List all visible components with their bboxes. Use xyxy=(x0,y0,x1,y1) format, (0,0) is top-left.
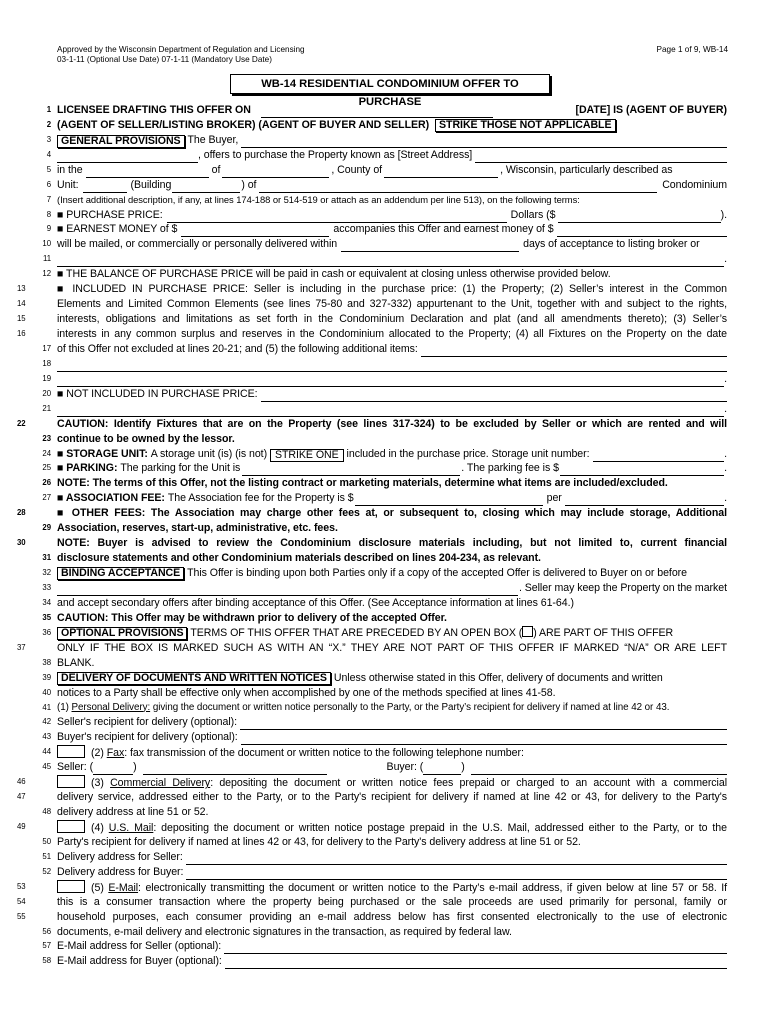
line-text: ■ OTHER FEES: The Association may charge other fees at, or subsequent to, closing which may include storage, Additional xyxy=(57,507,727,520)
line-number: 35 xyxy=(42,612,51,622)
line-number: 31 xyxy=(42,553,51,563)
line-text: U.S. Mail xyxy=(108,822,154,834)
form-line xyxy=(42,581,727,596)
line-number: 6 xyxy=(46,179,51,189)
line-text: Association, reserves, start-up, administrative, etc. fees. xyxy=(57,522,338,535)
line-text: Fax xyxy=(106,747,125,760)
line-number: 41 xyxy=(42,702,51,712)
line-text: The Buyer, xyxy=(187,133,239,146)
line-text: The parking for the Unit is xyxy=(120,462,241,475)
line-number: 22 xyxy=(17,418,26,428)
line-number: 51 xyxy=(42,851,51,861)
line-number: 9 xyxy=(46,224,51,234)
parking-field[interactable] xyxy=(242,464,460,476)
line-number: 32 xyxy=(42,568,51,578)
line-text: NOTE: Buyer is advised to review the Condominium disclosure materials including, but not limited to, current financial xyxy=(57,537,727,550)
line-text: TERMS OF THIS OFFER THAT ARE PRECEDED BY AN OPEN BOX ( xyxy=(190,626,523,639)
street-address-field[interactable] xyxy=(475,151,727,163)
line-number: 38 xyxy=(42,657,51,667)
line-text: ■ STORAGE UNIT: xyxy=(57,447,148,460)
line-number: 52 xyxy=(42,866,51,876)
line-text: per xyxy=(546,492,562,505)
line-number: 33 xyxy=(42,582,51,592)
line-text: Unit: xyxy=(57,178,79,191)
approval-text: Approved by the Wisconsin Department of Regulation and Licensing xyxy=(57,45,305,54)
form-line xyxy=(42,835,727,850)
form-line xyxy=(17,506,727,521)
line-text: [DATE] IS (AGENT OF BUYER) xyxy=(575,103,727,116)
line-text: A storage unit (is) (is not) xyxy=(150,447,268,460)
municipality-field[interactable] xyxy=(222,166,329,178)
line-text: ONLY IF THE BOX IS MARKED SUCH AS WITH AN “X.” THEY ARE NOT PART OF THIS OFFER IF MARKED “N/A” OR ARE LEFT xyxy=(57,641,727,654)
line-text: ■ INCLUDED IN PURCHASE PRICE: Seller is including in the purchase price: (1) the Property; (2) Seller’s interest in the Common xyxy=(57,283,727,296)
line-text: (1) xyxy=(57,701,69,713)
seller-recipient-field[interactable] xyxy=(240,718,727,730)
form-line xyxy=(42,491,727,506)
line-number: 40 xyxy=(42,687,51,697)
line-text: notices to a Party shall be effective only when accomplished by one of the methods specified at lines 41-58. xyxy=(57,686,556,699)
line-number: 10 xyxy=(42,239,51,249)
form-line xyxy=(17,282,727,297)
form-line xyxy=(42,566,727,581)
form-line xyxy=(42,701,727,716)
line-text: The Association fee for the Property is $ xyxy=(167,492,354,505)
county-field[interactable] xyxy=(384,166,498,178)
additional-items-field[interactable] xyxy=(421,345,727,357)
line-text: ) xyxy=(133,761,137,774)
section-heading-delivery: DELIVERY OF DOCUMENTS AND WRITTEN NOTICES xyxy=(57,672,331,685)
form-line xyxy=(17,327,727,342)
line-text: (5) xyxy=(91,881,104,894)
line-number: 25 xyxy=(42,463,51,473)
form-line xyxy=(42,596,727,611)
additional-items-field-cont[interactable] xyxy=(57,375,724,387)
buyer-recipient-field[interactable] xyxy=(241,733,727,745)
purchase-price-words-field[interactable] xyxy=(167,211,507,223)
line-text: delivery address at line 51 or 52. xyxy=(57,806,209,819)
condominium-name-field[interactable] xyxy=(259,181,657,193)
additional-earnest-money-field[interactable] xyxy=(557,225,727,237)
form-line xyxy=(46,148,727,163)
page-indicator: Page 1 of 9, WB-14 xyxy=(656,45,728,54)
line-text: interests, obligations and limitations as set forth in the Condominium Declaration and plat (and all amendments thereto); (3) Seller’s xyxy=(57,313,727,326)
line-text: of xyxy=(211,163,221,176)
line-number: 55 xyxy=(17,911,26,921)
line-text: Buyer: ( xyxy=(386,761,424,774)
association-fee-period-field[interactable] xyxy=(565,494,724,506)
line-number: 30 xyxy=(17,538,26,548)
form-line xyxy=(17,820,727,835)
line-text: in the xyxy=(57,163,83,176)
form-line xyxy=(46,163,727,178)
line-text: LICENSEE DRAFTING THIS OFFER ON xyxy=(57,103,251,116)
line-text: . xyxy=(724,492,727,505)
form-line xyxy=(42,237,727,252)
line-text: of this Offer not excluded at lines 20-21; and (5) the following additional items: xyxy=(57,342,418,355)
line-text: giving the document or written notice personally to the Party, or the Party’s recipient for delivery if named at line 42 or 43. xyxy=(152,701,670,713)
line-number: 20 xyxy=(42,388,51,398)
line-text: Dollars ($ xyxy=(510,208,556,221)
line-number: 11 xyxy=(43,254,51,264)
line-number: 43 xyxy=(42,732,51,742)
line-text: . xyxy=(724,402,727,415)
form-line xyxy=(42,850,727,865)
line-text: (Building xyxy=(130,178,172,191)
form-line xyxy=(42,715,727,730)
form-line xyxy=(17,895,727,910)
line-number: 24 xyxy=(42,448,51,458)
line-text: documents, e-mail delivery and electronic signatures in the transaction, as required by federal law. xyxy=(57,925,512,938)
line-text: Delivery address for Seller: xyxy=(57,850,183,863)
line-text: Personal Delivery: xyxy=(71,701,151,713)
line-text: . xyxy=(724,447,727,460)
form-line xyxy=(42,626,727,641)
form-line xyxy=(17,536,727,551)
line-text: delivery service, addressed either to the Party, or to the Party's recipient for delivery if named at line 42 or 43, for delivery to the Party's xyxy=(57,791,727,804)
buyer-fax-area-code[interactable] xyxy=(423,763,461,775)
buyer-name-field-cont[interactable] xyxy=(57,151,198,163)
form-line xyxy=(46,208,727,223)
line-text: Seller's recipient for delivery (optional): xyxy=(57,716,238,729)
line-number: 34 xyxy=(42,597,51,607)
form-line xyxy=(46,118,727,133)
line-number: 39 xyxy=(42,672,51,682)
us-mail-checkbox[interactable] xyxy=(57,820,85,833)
line-number: 18 xyxy=(42,358,51,368)
line-number: 28 xyxy=(17,508,26,518)
commercial-delivery-checkbox[interactable] xyxy=(57,775,85,788)
line-number: 36 xyxy=(42,627,51,637)
escrow-agent-field[interactable] xyxy=(57,255,724,267)
seller-fax-area-code[interactable] xyxy=(93,763,133,775)
building-field[interactable] xyxy=(172,181,240,193)
strike-instruction-box: STRIKE THOSE NOT APPLICABLE xyxy=(435,119,615,132)
form-body xyxy=(17,103,727,969)
line-text: Condominium xyxy=(662,178,727,191)
line-text: . The parking fee is $ xyxy=(461,462,559,475)
line-text: ■ PARKING: xyxy=(57,462,118,475)
line-number: 37 xyxy=(17,642,26,652)
form-line xyxy=(46,103,727,118)
line-text: , Wisconsin, particularly described as xyxy=(500,163,673,176)
line-number: 21 xyxy=(42,403,51,413)
line-number: 45 xyxy=(42,762,51,772)
line-text: NOTE: The terms of this Offer, not the listing contract or marketing materials, determine what items are included/excluded. xyxy=(57,477,668,490)
line-text: Party's recipient for delivery if named at lines 42 or 43, for delivery to the Party's delivery address at line 51 or 52. xyxy=(57,835,581,848)
seller-email-field[interactable] xyxy=(224,942,727,954)
line-number: 2 xyxy=(46,119,51,129)
line-text: and accept secondary offers after binding acceptance of this Offer. (See Acceptance information at lines 61-64.) xyxy=(57,596,574,609)
parking-fee-field[interactable] xyxy=(560,464,724,476)
line-text: : depositing the document or written notice fees prepaid or charged to an account with a commercial xyxy=(210,777,727,790)
use-dates: 03-1-11 (Optional Use Date) 07-1-11 (Mandatory Use Date) xyxy=(57,55,272,64)
line-text: household purposes, each consumer providing an e-mail address below has first consented electronically to the use of electronic xyxy=(57,910,727,923)
municipality-type-field[interactable] xyxy=(86,166,209,178)
line-text: days of acceptance to listing broker or xyxy=(523,238,700,251)
purchase-price-amount-field[interactable] xyxy=(558,211,720,223)
form-line xyxy=(42,611,727,626)
form-line xyxy=(42,476,727,491)
form-line xyxy=(17,417,727,432)
line-text: accompanies this Offer and earnest money of $ xyxy=(333,223,554,236)
open-box-icon xyxy=(522,626,533,637)
buyer-name-field[interactable] xyxy=(241,136,727,148)
line-text: will be mailed, or commercially or personally delivered within xyxy=(57,238,338,251)
seller-fax-field[interactable] xyxy=(143,763,327,775)
line-text: (3) xyxy=(91,777,104,790)
line-text: Commercial Delivery xyxy=(110,777,211,790)
line-number: 29 xyxy=(42,523,51,533)
line-number: 23 xyxy=(42,433,51,443)
line-number: 13 xyxy=(17,284,26,294)
form-line xyxy=(42,387,727,402)
strike-one-box: STRIKE ONE xyxy=(270,449,344,462)
line-text: (AGENT OF SELLER/LISTING BROKER) (AGENT OF BUYER AND SELLER) xyxy=(57,118,430,131)
form-line xyxy=(42,954,727,969)
line-number: 12 xyxy=(42,269,51,279)
form-line xyxy=(17,790,727,805)
line-text: ). xyxy=(720,208,727,221)
line-number: 47 xyxy=(17,792,26,802)
line-text: Unless otherwise stated in this Offer, delivery of documents and written xyxy=(333,671,663,684)
line-text: ) ARE PART OF THIS OFFER xyxy=(533,626,674,639)
days-field[interactable] xyxy=(341,240,519,252)
line-number: 49 xyxy=(17,822,26,831)
earnest-money-field[interactable] xyxy=(181,225,329,237)
form-header-left xyxy=(57,45,305,65)
email-checkbox[interactable] xyxy=(57,880,85,893)
seller-delivery-address-field[interactable] xyxy=(186,853,727,865)
form-line xyxy=(42,342,727,357)
form-line xyxy=(42,925,727,940)
form-line xyxy=(17,312,727,327)
line-number: 7 xyxy=(46,194,51,204)
form-line xyxy=(42,760,727,775)
line-number: 17 xyxy=(42,343,51,353)
line-number: 48 xyxy=(42,807,51,817)
form-title: WB-14 RESIDENTIAL CONDOMINIUM OFFER TO PURCHASE xyxy=(230,74,550,94)
section-heading-optional-provisions: OPTIONAL PROVISIONS xyxy=(57,627,187,640)
line-text: . xyxy=(724,462,727,475)
line-text: . xyxy=(724,372,727,385)
form-line xyxy=(17,775,727,790)
form-line xyxy=(42,686,727,701)
buyer-email-field[interactable] xyxy=(225,957,727,969)
line-text: E-Mail xyxy=(108,881,139,894)
form-line xyxy=(46,193,727,208)
form-line xyxy=(42,551,727,566)
line-text: , offers to purchase the Property known as [Street Address] xyxy=(198,148,473,161)
line-number: 1 xyxy=(46,104,51,114)
form-line xyxy=(42,357,727,372)
line-text: E-Mail address for Seller (optional): xyxy=(57,940,222,953)
line-text: : depositing the document or written notice postage prepaid in the U.S. Mail, addressed either to the Party, or to the xyxy=(153,822,727,834)
excluded-items-field-cont[interactable] xyxy=(57,405,724,417)
storage-unit-number-field[interactable] xyxy=(593,450,725,462)
fax-checkbox[interactable] xyxy=(57,745,85,758)
line-number: 54 xyxy=(17,896,26,906)
line-text: : fax transmission of the document or written notice to the following telephone number: xyxy=(124,747,524,760)
line-text: ) of xyxy=(241,178,257,191)
line-text: (4) xyxy=(91,822,104,834)
line-number: 26 xyxy=(42,478,51,488)
line-number: 19 xyxy=(42,373,51,383)
additional-items-field-cont[interactable] xyxy=(57,360,727,372)
form-line xyxy=(17,910,727,925)
form-line xyxy=(42,656,727,671)
form-line xyxy=(42,671,727,686)
line-text: disclosure statements and other Condominium materials described on lines 204-234, as relevant. xyxy=(57,552,541,565)
form-line xyxy=(42,402,727,417)
line-text: . Seller may keep the Property on the market xyxy=(518,581,727,594)
form-line xyxy=(42,745,727,760)
form-line xyxy=(42,462,727,477)
line-text: Seller: ( xyxy=(57,761,94,774)
line-number: 4 xyxy=(46,149,51,159)
line-text: (Insert additional description, if any, at lines 174-188 or 514-519 or attach as an addendum per line 513), on the following terms: xyxy=(57,193,580,205)
line-text: CAUTION: Identify Fixtures that are on the Property (see lines 317-324) to be excluded by Seller or which are rented and will xyxy=(57,417,727,430)
unit-field[interactable] xyxy=(83,181,127,193)
line-number: 16 xyxy=(17,329,26,339)
line-text: , County of xyxy=(331,163,383,176)
section-heading-general-provisions: GENERAL PROVISIONS xyxy=(57,135,185,148)
line-number: 46 xyxy=(17,777,26,787)
line-text: (2) xyxy=(91,747,104,760)
line-number: 42 xyxy=(42,717,51,727)
form-line xyxy=(42,372,727,387)
line-text: This Offer is binding upon both Parties only if a copy of the accepted Offer is delivered to Buyer on or before xyxy=(187,567,687,580)
line-number: 27 xyxy=(42,493,51,503)
line-text: this is a consumer transaction where the property being purchased or the sale proceeds are used primarily for personal, family or xyxy=(57,895,727,908)
buyer-delivery-address-field[interactable] xyxy=(186,868,727,880)
line-text: ■ NOT INCLUDED IN PURCHASE PRICE: xyxy=(57,387,258,400)
line-text: included in the purchase price. Storage unit number: xyxy=(346,447,590,460)
line-number: 15 xyxy=(17,314,26,324)
form-line xyxy=(42,805,727,820)
line-text: CAUTION: This Offer may be withdrawn prior to delivery of the accepted Offer. xyxy=(57,611,447,624)
form-line xyxy=(46,178,727,193)
line-text: E-Mail address for Buyer (optional): xyxy=(57,955,222,968)
line-text: ) xyxy=(461,761,465,774)
line-text: ■ ASSOCIATION FEE: xyxy=(57,492,165,505)
line-text: ■ EARNEST MONEY of $ xyxy=(57,223,178,236)
form-line xyxy=(42,267,727,282)
excluded-items-field[interactable] xyxy=(261,390,727,402)
line-text: Elements and Limited Common Elements (see lines 75-80 and 327-332) appurtenant to the Unit, together with and subject to the rights, xyxy=(57,298,727,311)
buyer-fax-field[interactable] xyxy=(471,763,727,775)
form-line xyxy=(46,133,727,148)
line-number: 53 xyxy=(17,881,26,891)
line-number: 57 xyxy=(42,941,51,951)
acceptance-deadline-field[interactable] xyxy=(57,584,518,596)
line-text: : electronically transmitting the document or written notice to the Party’s e-mail address, if given below at line 57 or 58. If xyxy=(138,881,727,894)
form-line xyxy=(17,880,727,895)
line-text: Delivery address for Buyer: xyxy=(57,865,184,878)
form-line xyxy=(42,521,727,536)
form-line xyxy=(42,432,727,447)
form-line xyxy=(42,865,727,880)
form-line xyxy=(42,940,727,955)
line-number: 5 xyxy=(46,164,51,174)
form-line xyxy=(17,297,727,312)
date-field[interactable] xyxy=(261,106,493,118)
form-line xyxy=(17,641,727,656)
line-number: 58 xyxy=(42,956,51,966)
form-line xyxy=(42,730,727,745)
line-number: 56 xyxy=(42,926,51,936)
line-text: continue to be owned by the lessor. xyxy=(57,432,235,445)
line-text: Buyer's recipient for delivery (optional): xyxy=(57,731,238,744)
line-number: 44 xyxy=(42,747,51,757)
form-line xyxy=(46,223,727,238)
line-text: ■ PURCHASE PRICE: xyxy=(57,208,163,221)
line-text: interests in any common surplus and reserves in the Condominium allocated to the Property; (4) all Fixtures on the Property on the date xyxy=(57,328,727,341)
line-text: . xyxy=(724,253,727,266)
line-number: 8 xyxy=(46,209,51,219)
line-text: ■ THE BALANCE OF PURCHASE PRICE will be paid in cash or equivalent at closing unless otherwise provided below. xyxy=(57,268,611,281)
form-line xyxy=(43,252,727,267)
line-text: BLANK. xyxy=(57,656,95,669)
line-number: 3 xyxy=(46,134,51,144)
line-number: 14 xyxy=(17,299,26,309)
form-line xyxy=(42,447,727,462)
line-number: 50 xyxy=(42,836,51,846)
section-heading-binding-acceptance: BINDING ACCEPTANCE xyxy=(57,567,184,580)
association-fee-field[interactable] xyxy=(355,494,543,506)
